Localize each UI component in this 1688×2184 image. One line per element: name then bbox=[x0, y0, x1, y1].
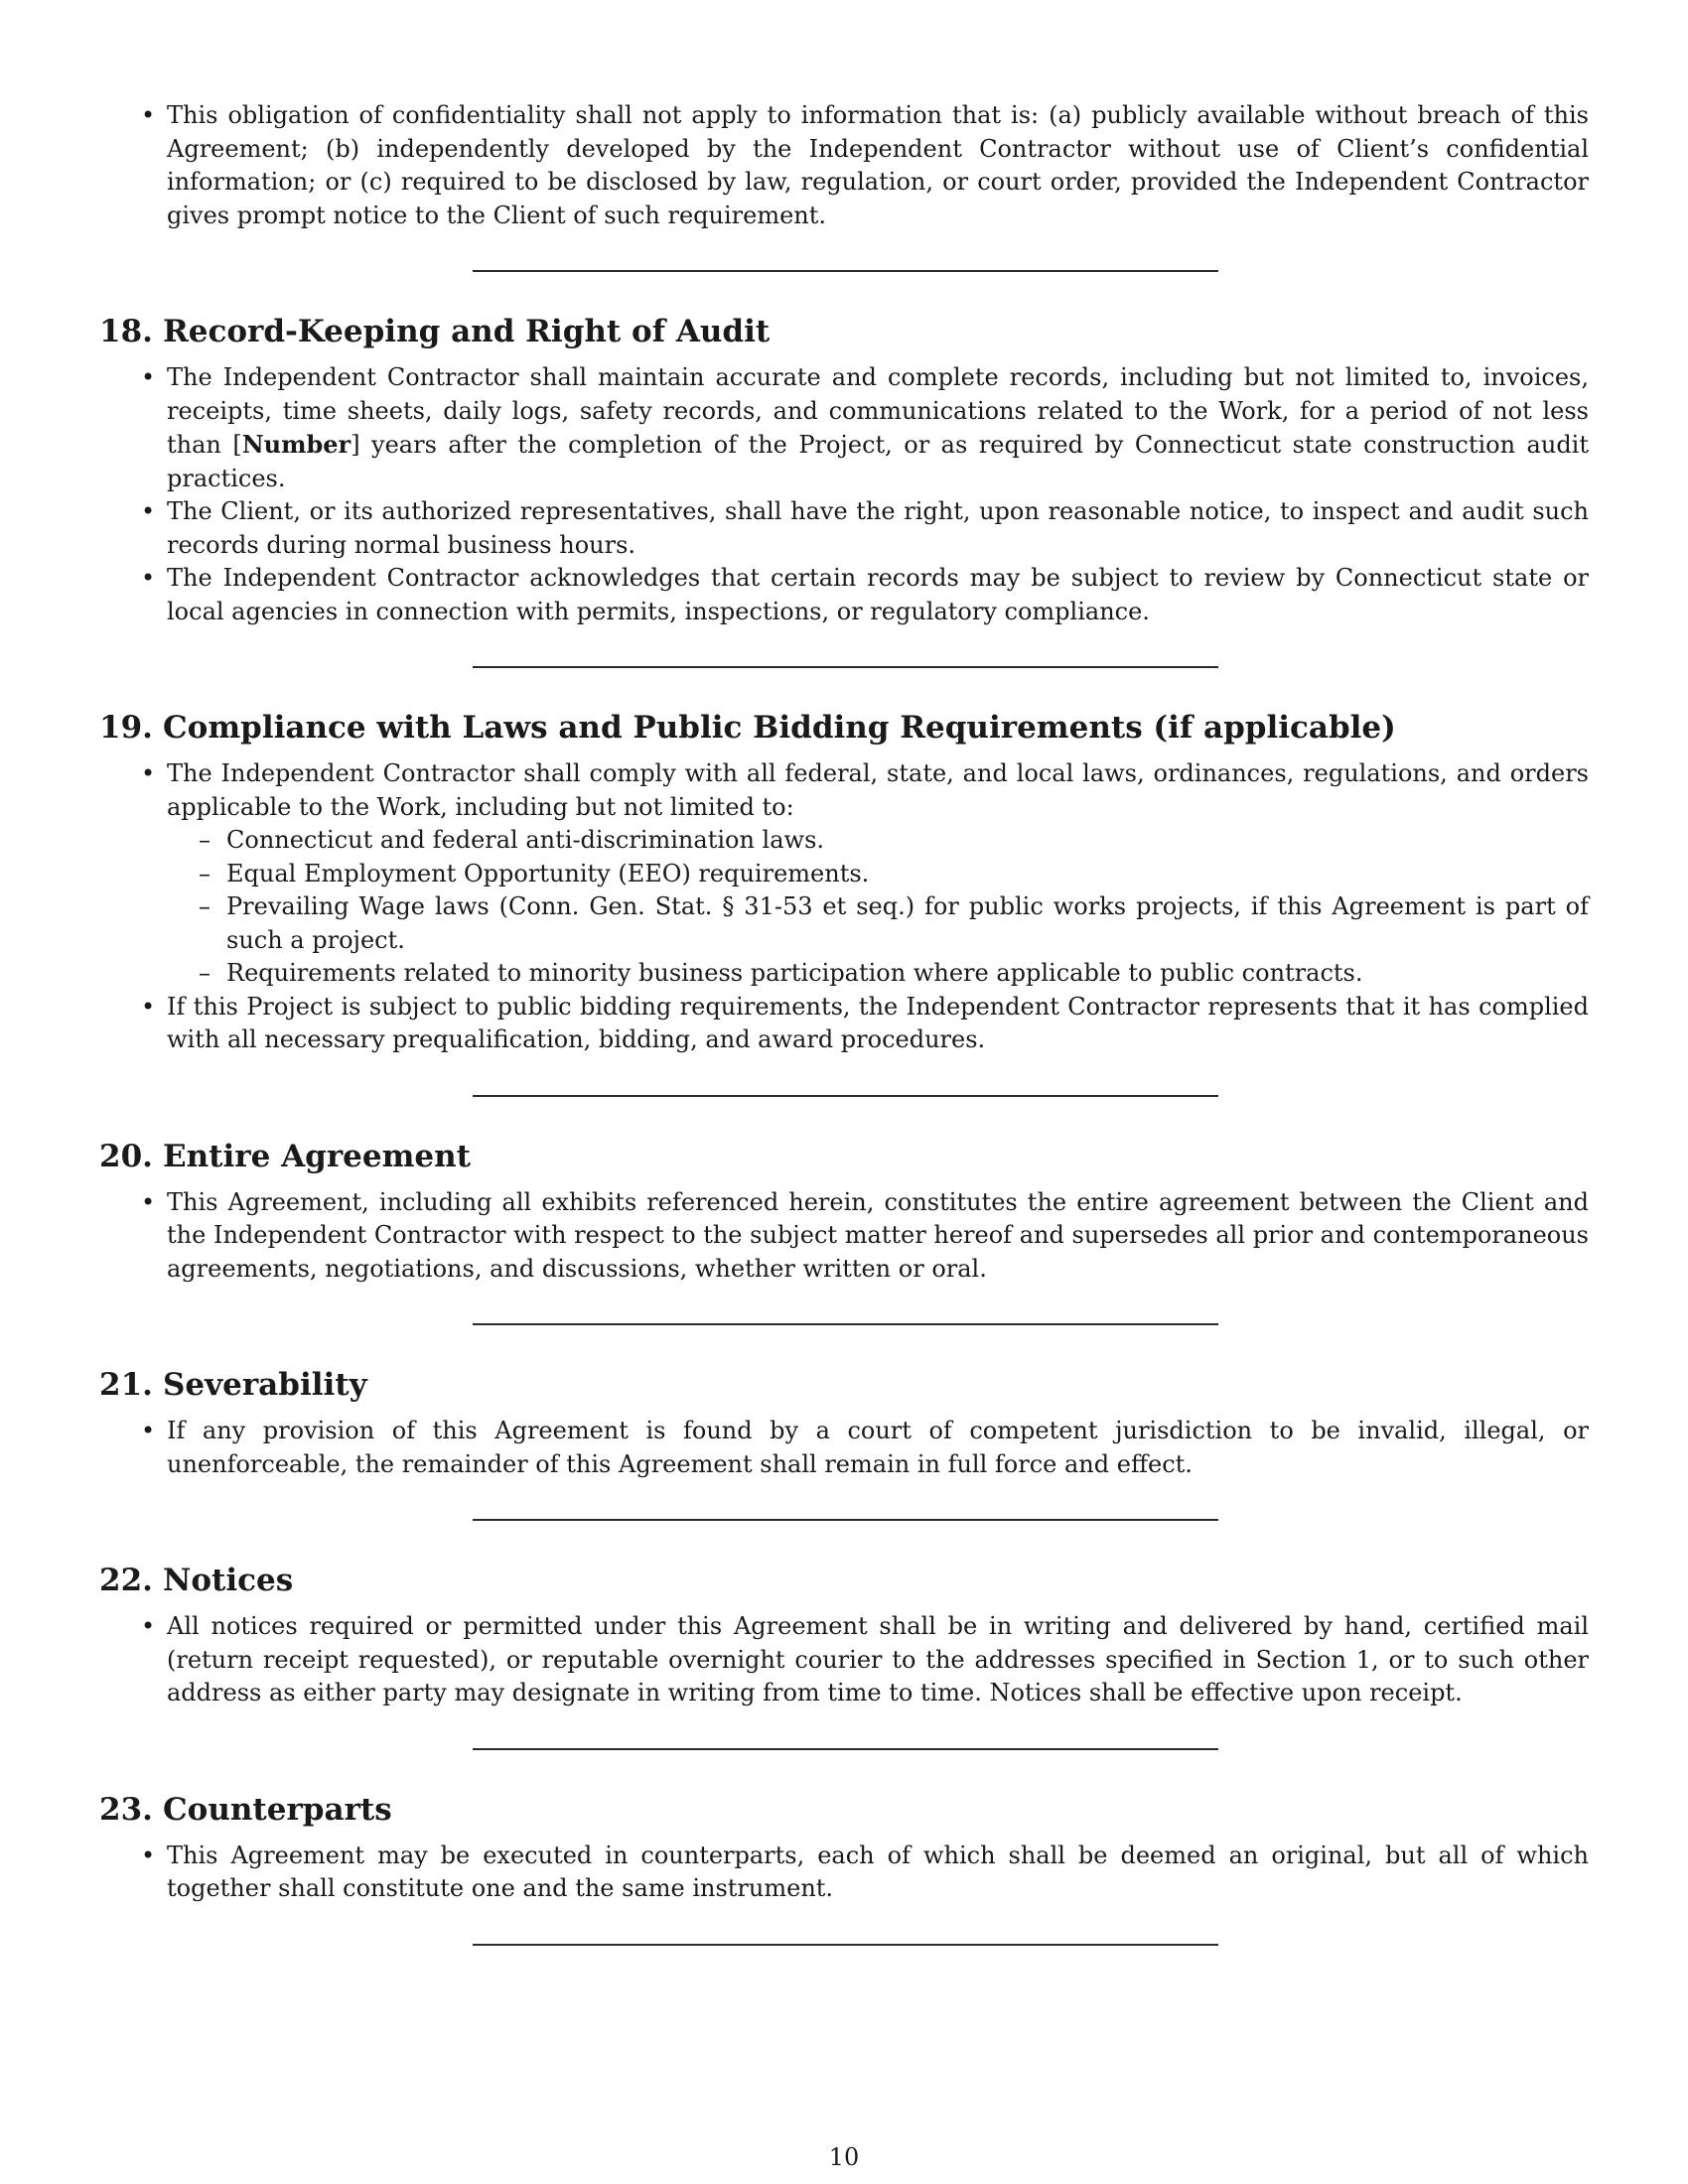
list-item: • The Independent Contractor acknowledges that certain records may be subject to review by Connecticut state or local agencies in connection with permits, inspections, or regulatory compliance. bbox=[99, 562, 1589, 628]
section-22-bullets bbox=[99, 1610, 1589, 1710]
text-run: The Independent Contractor shall comply with all federal, state, and local laws, ordinances, regulations, and orders applicable to the Work, including but not limited to: bbox=[167, 759, 1589, 821]
sub-list-item: – Prevailing Wage laws (Conn. Gen. Stat. § 31-53 et seq.) for public works projects, if this Agreement is part of such a project. bbox=[167, 890, 1589, 957]
list-item: • If any provision of this Agreement is found by a court of competent jurisdiction to be invalid, illegal, or unenforceable, the remainder of this Agreement shall remain in full force and effect. bbox=[99, 1415, 1589, 1481]
page-number: 10 bbox=[828, 2143, 860, 2171]
section-heading-21 bbox=[99, 1365, 1589, 1405]
section-heading-19 bbox=[99, 708, 1589, 748]
section-title: Entire Agreement bbox=[163, 1138, 471, 1174]
section-title: Severability bbox=[163, 1367, 367, 1403]
section-divider bbox=[473, 1519, 1218, 1521]
list-item: • All notices required or permitted under this Agreement shall be in writing and delivered by hand, certified mail (return receipt requested), or reputable overnight courier to the addresses specified in Section 1, or to such other address as either party may designate in writing from time to time. Notices shall be effective upon receipt. bbox=[99, 1610, 1589, 1710]
text-run: The Independent Contractor shall maintain accurate and complete records, including but not limited to, invoices, receipts, time sheets, daily logs, safety records, and communications related to the Work, for a period of not less than [ bbox=[167, 363, 1589, 459]
section-19-bullets bbox=[99, 757, 1589, 1057]
list-item: • The Client, or its authorized representatives, shall have the right, upon reasonable notice, to inspect and audit such records during normal business hours. bbox=[99, 495, 1589, 562]
section-divider bbox=[473, 1323, 1218, 1325]
section-title: Counterparts bbox=[163, 1791, 392, 1828]
section-divider bbox=[473, 1748, 1218, 1750]
page-content bbox=[99, 99, 1589, 1946]
sub-list-item: – Equal Employment Opportunity (EEO) requirements. bbox=[167, 858, 1589, 891]
section-divider bbox=[473, 666, 1218, 668]
list-item bbox=[99, 757, 1589, 991]
section-title: Record-Keeping and Right of Audit bbox=[163, 314, 771, 349]
section-number: 19. bbox=[99, 710, 153, 746]
sub-list bbox=[167, 824, 1589, 991]
section-heading-22 bbox=[99, 1561, 1589, 1600]
text-run: ] years after the completion of the Project, or as required by Connecticut state construction audit practices. bbox=[167, 431, 1590, 492]
section-divider bbox=[473, 1944, 1218, 1946]
list-item: • This Agreement, including all exhibits referenced herein, constitutes the entire agreement between the Client and the Independent Contractor with respect to the subject matter hereof and supersedes all prior and contemporaneous agreements, negotiations, and discussions, whether written or oral. bbox=[99, 1186, 1589, 1287]
intro-bullet-list bbox=[99, 99, 1589, 232]
list-item bbox=[99, 361, 1589, 495]
section-23-bullets bbox=[99, 1840, 1589, 1906]
section-18-bullets bbox=[99, 361, 1589, 628]
section-number: 23. bbox=[99, 1791, 153, 1828]
list-item: • This obligation of confidentiality shall not apply to information that is: (a) publicly available without breach of this Agreement; (b) independently developed by the Independent Contractor without use of Client’s confidential information; or (c) required to be disclosed by law, regulation, or court order, provided the Independent Contractor gives prompt notice to the Client of such requirement. bbox=[99, 99, 1589, 232]
section-heading-20 bbox=[99, 1137, 1589, 1176]
section-number: 18. bbox=[99, 314, 153, 349]
section-number: 21. bbox=[99, 1367, 153, 1403]
sub-list-item: – Connecticut and federal anti-discrimination laws. bbox=[167, 824, 1589, 858]
placeholder-number: Number bbox=[241, 430, 352, 459]
section-21-bullets bbox=[99, 1415, 1589, 1481]
list-item: • This Agreement may be executed in counterparts, each of which shall be deemed an original, but all of which together shall constitute one and the same instrument. bbox=[99, 1840, 1589, 1906]
sub-list-item: – Requirements related to minority business participation where applicable to public contracts. bbox=[167, 957, 1589, 991]
section-title: Notices bbox=[163, 1563, 294, 1598]
section-divider bbox=[473, 270, 1218, 272]
section-number: 22. bbox=[99, 1563, 153, 1598]
section-heading-18 bbox=[99, 312, 1589, 351]
section-heading-23 bbox=[99, 1790, 1589, 1830]
list-item: • If this Project is subject to public bidding requirements, the Independent Contractor represents that it has complied with all necessary prequalification, bidding, and award procedures. bbox=[99, 991, 1589, 1057]
section-title: Compliance with Laws and Public Bidding Requirements (if applicable) bbox=[163, 710, 1396, 746]
section-number: 20. bbox=[99, 1138, 153, 1174]
section-divider bbox=[473, 1095, 1218, 1097]
section-20-bullets bbox=[99, 1186, 1589, 1287]
